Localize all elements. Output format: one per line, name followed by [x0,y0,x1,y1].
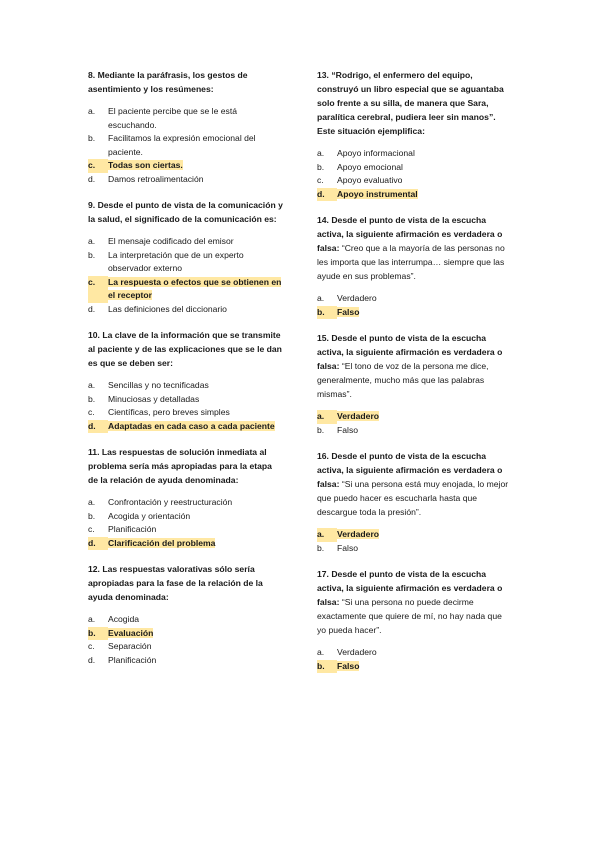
question-prompt: Mediante la paráfrasis, los gestos de asentimiento y los resúmenes: [88,70,248,94]
question-text [88,198,284,226]
question-prompt: Desde el punto de vista de la escucha activa, la siguiente afirmación es verdadera o falsa: [317,215,503,253]
option-text-wrapper [108,379,284,393]
option-letter: b. [317,660,337,674]
answer-options [88,496,284,550]
question-quote: “Creo que a la mayoría de las personas no les importa que las interrumpa… siempre que las ayude en sus problemas”. [317,243,505,281]
option-letter: d. [88,420,108,434]
option-letter: a. [317,647,325,657]
option-text: Sencillas y no tecnificadas [108,380,209,390]
option-text: Apoyo informacional [337,148,415,158]
option-letter: d. [88,173,96,184]
question-text [88,562,284,604]
left-column [88,68,284,679]
answer-option[interactable] [88,627,284,641]
question-text [88,68,284,96]
option-letter: c. [88,524,95,534]
option-text-wrapper [108,276,284,303]
option-letter: a. [317,148,325,158]
question-text [88,328,284,370]
option-text: Facilitamos la expresión emocional del paciente. [108,133,256,157]
option-text: Falso [337,660,360,671]
question-prompt: “Rodrigo, el enfermero del equipo, construyó un libro especial que se aguantaba solo frente a su silla, de manera que Sara, paralítica cerebral, pudiera leer sin manos”. Este situación ejemplifica: [317,70,504,136]
answer-options [88,613,284,667]
question-12 [88,562,284,667]
option-text-wrapper [108,159,284,173]
question-13 [317,68,513,201]
option-letter: c. [317,175,324,185]
answer-options [317,528,513,555]
answer-option[interactable] [88,132,284,159]
question-number: 8. [88,70,96,80]
question-text [88,445,284,487]
option-text: Adaptadas en cada caso a cada paciente [108,420,275,431]
option-text: Falso [337,542,359,553]
option-text-wrapper [337,161,513,175]
option-text: Verdadero [337,293,377,303]
question-10 [88,328,284,433]
answer-option[interactable] [88,173,284,187]
option-text-wrapper [337,410,513,424]
option-text-wrapper [108,132,284,159]
option-letter: b. [88,393,96,404]
option-letter: c. [88,276,108,303]
option-text: Apoyo instrumental [337,188,418,199]
option-letter: a. [317,528,337,542]
option-text-wrapper [108,537,284,551]
option-text-wrapper [337,174,513,188]
question-9 [88,198,284,316]
answer-option[interactable] [88,537,284,551]
option-letter: b. [317,161,325,172]
question-prompt: Desde el punto de vista de la escucha activa, la siguiente afirmación es verdadera o falsa: [317,569,503,607]
option-text-wrapper [337,660,513,674]
option-letter: d. [317,188,337,202]
answer-option[interactable] [88,496,284,510]
answer-option[interactable] [317,147,513,161]
option-text: Apoyo emocional [337,161,403,172]
question-number: 16. [317,451,329,461]
answer-option[interactable] [317,660,513,674]
right-column [317,68,513,685]
question-number: 9. [88,200,96,210]
option-text: La interpretación que de un experto observador externo [108,249,244,273]
option-letter: c. [88,641,95,651]
option-text-wrapper [108,627,284,641]
answer-option[interactable] [88,613,284,627]
option-text: Clarificación del problema [108,537,216,548]
question-text [317,567,513,637]
option-letter: a. [88,236,96,246]
question-number: 13. [317,70,329,80]
question-text [317,213,513,283]
option-text: Verdadero [337,529,380,539]
question-11 [88,445,284,550]
question-text [317,331,513,401]
option-text: Falso [337,306,360,317]
option-text: La respuesta o efectos que se obtienen en el receptor [108,276,282,300]
answer-options [317,646,513,673]
option-text-wrapper [337,528,513,542]
answer-option[interactable] [88,235,284,249]
option-text-wrapper [108,654,284,668]
option-text: Acogida [108,614,140,624]
option-text-wrapper [337,292,513,306]
answer-options [317,292,513,319]
answer-options [88,105,284,186]
option-text-wrapper [108,613,284,627]
question-text [317,449,513,519]
option-text-wrapper [108,235,284,249]
answer-option[interactable] [317,306,513,320]
option-text: Separación [108,641,152,651]
option-text-wrapper [108,523,284,537]
question-text [317,68,513,138]
question-quote: “El tono de voz de la persona me dice, generalmente, mucho más que las palabras mismas”. [317,361,489,399]
option-text: Apoyo evaluativo [337,175,403,185]
answer-option[interactable] [317,174,513,188]
question-quote: “Si una persona no puede decirme exactamente que quiere de mí, no hay nada que yo pueda hacer”. [317,597,502,635]
answer-option[interactable] [317,646,513,660]
option-letter: d. [88,654,96,665]
option-letter: b. [88,249,96,260]
question-14 [317,213,513,319]
option-text-wrapper [337,424,513,438]
option-text: Verdadero [337,411,380,421]
option-letter: b. [88,133,96,143]
option-text-wrapper [337,306,513,320]
option-letter: b. [317,542,325,553]
option-text: Falso [337,424,359,435]
option-letter: c. [88,159,108,173]
answer-option[interactable] [88,406,284,420]
option-text: Verdadero [337,647,377,657]
question-16 [317,449,513,555]
answer-option[interactable] [88,523,284,537]
option-text: Minuciosas y detalladas [108,393,200,404]
answer-option[interactable] [317,424,513,438]
question-prompt: Desde el punto de vista de la comunicación y la salud, el significado de la comunicación es: [88,200,283,224]
question-number: 10. [88,330,100,340]
option-letter: a. [317,410,337,424]
option-text-wrapper [108,420,284,434]
answer-options [88,379,284,433]
option-text-wrapper [108,303,284,317]
answer-option[interactable] [88,249,284,276]
option-letter: b. [88,627,108,641]
question-number: 12. [88,564,100,574]
answer-option[interactable] [317,542,513,556]
option-letter: a. [88,380,96,390]
question-prompt: Las respuestas de solución inmediata al problema sería más apropiadas para la etapa de la relación de ayuda denominada: [88,447,272,485]
option-letter: a. [88,497,96,507]
answer-option[interactable] [88,654,284,668]
option-text: Acogida y orientación [108,510,191,521]
answer-option[interactable] [317,161,513,175]
option-text: Planificación [108,524,157,534]
option-text-wrapper [108,249,284,276]
question-number: 15. [317,333,329,343]
option-letter: c. [88,407,95,417]
option-letter: a. [88,614,96,624]
question-prompt: La clave de la información que se transmite al paciente y de las explicaciones que se le dan es que se deben ser: [88,330,282,368]
question-number: 11. [88,447,100,457]
answer-options [317,410,513,437]
option-text-wrapper [337,188,513,202]
option-text-wrapper [108,640,284,654]
option-text: Las definiciones del diccionario [108,303,227,314]
answer-option[interactable] [88,105,284,132]
question-prompt: Desde el punto de vista de la escucha activa, la siguiente afirmación es verdadera o falsa: [317,451,503,489]
option-text-wrapper [337,646,513,660]
answer-option[interactable] [88,159,284,173]
answer-options [88,235,284,316]
question-prompt: Desde el punto de vista de la escucha activa, la siguiente afirmación es verdadera o falsa: [317,333,503,371]
option-text: Evaluación [108,627,154,638]
answer-option[interactable] [88,303,284,317]
answer-option[interactable] [88,510,284,524]
answer-option[interactable] [88,393,284,407]
answer-option[interactable] [88,379,284,393]
question-15 [317,331,513,437]
question-number: 14. [317,215,329,225]
answer-options [317,147,513,201]
option-text: Todas son ciertas. [108,160,183,170]
option-letter: a. [88,106,96,116]
option-letter: a. [317,293,325,303]
question-quote: “Si una persona está muy enojada, lo mejor que puedo hacer es escucharla hasta que descargue toda la presión”. [317,479,509,517]
option-letter: b. [317,306,337,320]
option-letter: d. [88,537,108,551]
option-text-wrapper [108,393,284,407]
option-text-wrapper [108,173,284,187]
answer-option[interactable] [88,276,284,303]
option-letter: d. [88,303,96,314]
option-text-wrapper [108,496,284,510]
option-text: El paciente percibe que se le está escuchando. [108,106,237,130]
answer-option[interactable] [317,292,513,306]
option-text-wrapper [337,542,513,556]
option-text: El mensaje codificado del emisor [108,236,234,246]
option-text-wrapper [337,147,513,161]
option-text: Científicas, pero breves simples [108,407,230,417]
answer-option[interactable] [317,410,513,424]
question-number: 17. [317,569,329,579]
question-17 [317,567,513,673]
answer-option[interactable] [88,640,284,654]
option-text: Planificación [108,654,157,665]
option-letter: b. [88,510,96,521]
answer-option[interactable] [317,528,513,542]
answer-option[interactable] [317,188,513,202]
question-8 [88,68,284,186]
question-prompt: Las respuestas valorativas sólo sería apropiadas para la fase de la relación de la ayuda denominada: [88,564,263,602]
option-text-wrapper [108,105,284,132]
option-text-wrapper [108,406,284,420]
option-letter: b. [317,424,325,435]
answer-option[interactable] [88,420,284,434]
option-text: Damos retroalimentación [108,173,204,184]
option-text: Confrontación y reestructuración [108,497,233,507]
option-text-wrapper [108,510,284,524]
